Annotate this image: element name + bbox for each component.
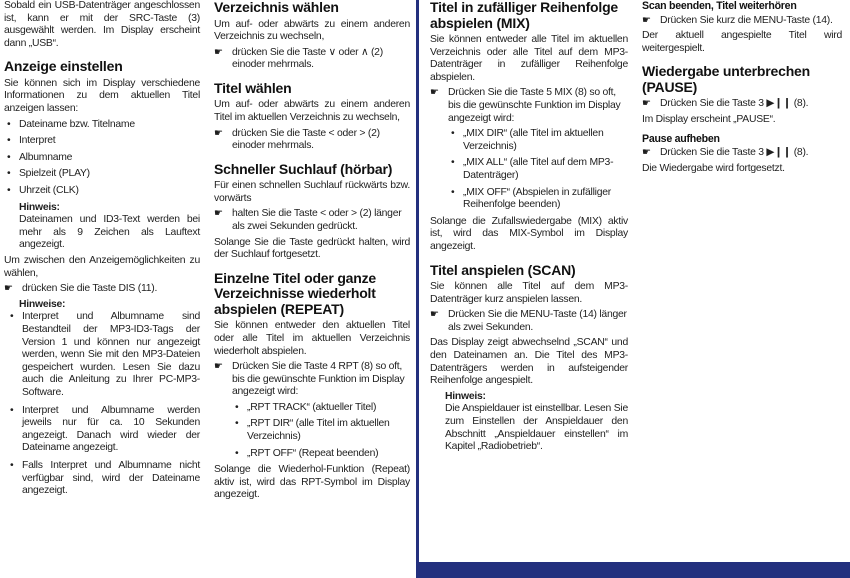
instruction-step xyxy=(642,15,842,28)
hinweis-title: Hinweis: xyxy=(445,390,486,402)
list-item: • Uhrzeit (CLK) xyxy=(4,185,200,198)
repeat-options-list xyxy=(232,402,410,460)
hinweis-box xyxy=(430,391,628,454)
hinweis-text: Die Anspieldauer ist einstellbar. Lesen Sie zum Einstellen der Anspieldauer den Abschnitt „Anspieldauer einstellen“ im Kapitel „Radiobetrieb“. xyxy=(445,403,628,453)
hinweis-box-1 xyxy=(4,202,200,252)
anzeige-para: Um zwischen den Anzeigemöglichkeiten zu wählen, xyxy=(4,255,200,279)
list-item: • Interpret xyxy=(4,135,200,148)
hinweis-title: Hinweise: xyxy=(19,298,66,310)
hand-pointer-icon: ☛ xyxy=(642,98,651,110)
step-text: drücken Sie die Taste < oder > (2) einoder mehrmals. xyxy=(232,127,380,152)
hinweis-title: Hinweis: xyxy=(19,201,60,213)
paragraph: Sie können entweder alle Titel im aktuellen Verzeichnis oder alle Titel auf dem MP3-Datenträger in zufälliger Reihenfolge abspielen. xyxy=(430,34,628,83)
hinweis-text: Dateinamen und ID3-Text werden bei mehr als 9 Zeichen als Lauftext angezeigt. xyxy=(19,214,200,251)
instruction-step xyxy=(214,361,410,399)
instruction-step xyxy=(214,128,410,153)
column-divider xyxy=(416,0,419,578)
step-text: Drücken Sie die MENU-Taste (14) länger als zwei Sekunden. xyxy=(448,309,627,333)
heading-pause: Wiedergabe unterbrechen (PAUSE) xyxy=(642,63,810,95)
paragraph: Das Display zeigt abwechselnd „SCAN“ und den Dateinamen an. Die Titel des MP3-Datenträgers werden in aufsteigender Reihenfolge angespielt. xyxy=(430,337,628,387)
list-item: • Interpret und Albumname sind Bestandteil der MP3-ID3-Tags der Version 1 und können nur angezeigt werden, wenn Sie mit den MP3-Dateien gespeichert wurden. Lesen Sie dazu auch die Anleitung zu Ihrer PC-MP3-Software. xyxy=(7,311,200,399)
column-4 xyxy=(642,0,842,178)
list-item: • Interpret und Albumname werden jeweils nur für ca. 10 Sekunden angezeigt. Danach wird wieder der Dateiname angezeigt. xyxy=(7,405,200,455)
hand-pointer-icon: ☛ xyxy=(214,208,223,220)
hand-pointer-icon: ☛ xyxy=(214,127,223,139)
column-1 xyxy=(4,0,200,503)
instruction-step xyxy=(642,147,842,160)
display-info-list xyxy=(4,119,200,198)
hand-pointer-icon: ☛ xyxy=(642,147,651,159)
column-2 xyxy=(214,0,410,505)
paragraph: Um auf- oder abwärts zu einem anderen Titel im aktuellen Verzeichnis zu wechseln, xyxy=(214,99,410,123)
heading-verzeichnis-waehlen: Verzeichnis wählen xyxy=(214,0,339,15)
paragraph: Der aktuell angespielte Titel wird weitergespielt. xyxy=(642,30,842,54)
step-text: drücken Sie die Taste ∨ oder ∧ (2) einoder mehrmals. xyxy=(232,46,383,71)
instruction-step xyxy=(214,208,410,233)
list-item: • „RPT DIR“ (alle Titel im aktuellen Verzeichnis) xyxy=(232,418,410,443)
anzeige-intro: Sie können sich im Display verschiedene Informationen zu dem aktuellen Titel anzeigen lassen: xyxy=(4,77,200,115)
instruction-step xyxy=(430,309,628,334)
instruction-step xyxy=(430,87,628,125)
heading-scan: Titel anspielen (SCAN) xyxy=(430,261,576,278)
heading-repeat: Einzelne Titel oder ganze Verzeichnisse wiederholt abspielen (REPEAT) xyxy=(214,269,377,317)
hand-pointer-icon: ☛ xyxy=(214,361,223,373)
page-footer-bar xyxy=(416,562,850,578)
intro-text: Sobald ein USB-Datenträger angeschlossen ist, kann er mit der SRC-Taste (3) ausgewählt werden. Im Display erscheint dann „USB“. xyxy=(4,0,200,49)
step-text: halten Sie die Taste < oder > (2) länger als zwei Sekunden gedrückt. xyxy=(232,208,402,233)
list-item: • „MIX ALL“ (alle Titel auf dem MP3-Datenträger) xyxy=(448,157,628,182)
heading-mix: Titel in zufälliger Reihenfolge abspielen (MIX) xyxy=(430,0,619,31)
paragraph: Die Wiedergabe wird fortgesetzt. xyxy=(642,162,785,174)
instruction-step xyxy=(214,47,410,72)
list-item: • „MIX DIR“ (alle Titel im aktuellen Verzeichnis) xyxy=(448,128,628,153)
hand-pointer-icon: ☛ xyxy=(430,87,439,99)
list-item: • Falls Interpret und Albumname nicht verfügbar sind, wird der Dateiname angezeigt. xyxy=(7,460,200,498)
heading-schneller-suchlauf: Schneller Suchlauf (hörbar) xyxy=(214,160,393,177)
step-text: Drücken Sie die Taste 3 ▶❙❙ (8). xyxy=(660,147,809,159)
list-item: • „MIX OFF“ (Abspielen in zufälliger Reihenfolge beenden) xyxy=(448,187,628,212)
hand-pointer-icon: ☛ xyxy=(642,14,651,26)
instruction-step xyxy=(4,283,200,296)
hinweis-list xyxy=(7,311,200,497)
paragraph: Im Display erscheint „PAUSE“. xyxy=(642,113,776,125)
instruction-step xyxy=(642,98,842,111)
paragraph: Sie können alle Titel auf dem MP3-Datenträger kurz anspielen lassen. xyxy=(430,281,628,305)
list-item: • „RPT TRACK“ (aktueller Titel) xyxy=(232,402,410,415)
step-text: Drücken Sie die Taste 5 MIX (8) so oft, bis die gewünschte Funktion im Display angezeigt wird: xyxy=(448,87,621,124)
step-text: Drücken Sie die Taste 4 RPT (8) so oft, bis die gewünschte Funktion im Display angezeigt wird: xyxy=(232,361,405,398)
heading-titel-waehlen: Titel wählen xyxy=(214,79,292,96)
list-item: • Dateiname bzw. Titelname xyxy=(4,119,200,132)
heading-scan-beenden: Scan beenden, Titel weiterhören xyxy=(642,0,797,12)
heading-anzeige-einstellen: Anzeige einstellen xyxy=(4,58,123,75)
paragraph: Solange die Wiederhol-Funktion (Repeat) aktiv ist, wird das RPT-Symbol im Display angezeigt. xyxy=(214,464,410,501)
paragraph: Für einen schnellen Suchlauf rückwärts bzw. vorwärts xyxy=(214,180,410,204)
list-item: • Spielzeit (PLAY) xyxy=(4,168,200,181)
hand-pointer-icon: ☛ xyxy=(430,309,439,321)
hand-pointer-icon: ☛ xyxy=(4,283,13,295)
hinweis-box-2 xyxy=(4,299,200,498)
step-text: Drücken Sie die Taste 3 ▶❙❙ (8). xyxy=(660,98,809,110)
paragraph: Um auf- oder abwärts zu einem anderen Verzeichnis zu wechseln, xyxy=(214,18,410,43)
paragraph: Sie können entweder den aktuellen Titel oder alle Titel im aktuellen Verzeichnis wiederholt abspielen. xyxy=(214,320,410,357)
paragraph: Solange Sie die Taste gedrückt halten, wird der Suchlauf fortgesetzt. xyxy=(214,236,410,261)
mix-options-list xyxy=(448,128,628,212)
column-3 xyxy=(430,0,628,457)
list-item: • „RPT OFF“ (Repeat beenden) xyxy=(232,448,410,461)
paragraph: Solange die Zufallswiedergabe (MIX) aktiv ist, wird das MIX-Symbol im Display angezeigt. xyxy=(430,215,628,252)
hand-pointer-icon: ☛ xyxy=(214,46,223,58)
list-item: • Albumname xyxy=(4,152,200,165)
step-text: drücken Sie die Taste DIS (11). xyxy=(22,283,158,295)
heading-pause-aufheben: Pause aufheben xyxy=(642,132,720,145)
step-text: Drücken Sie kurz die MENU-Taste (14). xyxy=(660,14,833,26)
